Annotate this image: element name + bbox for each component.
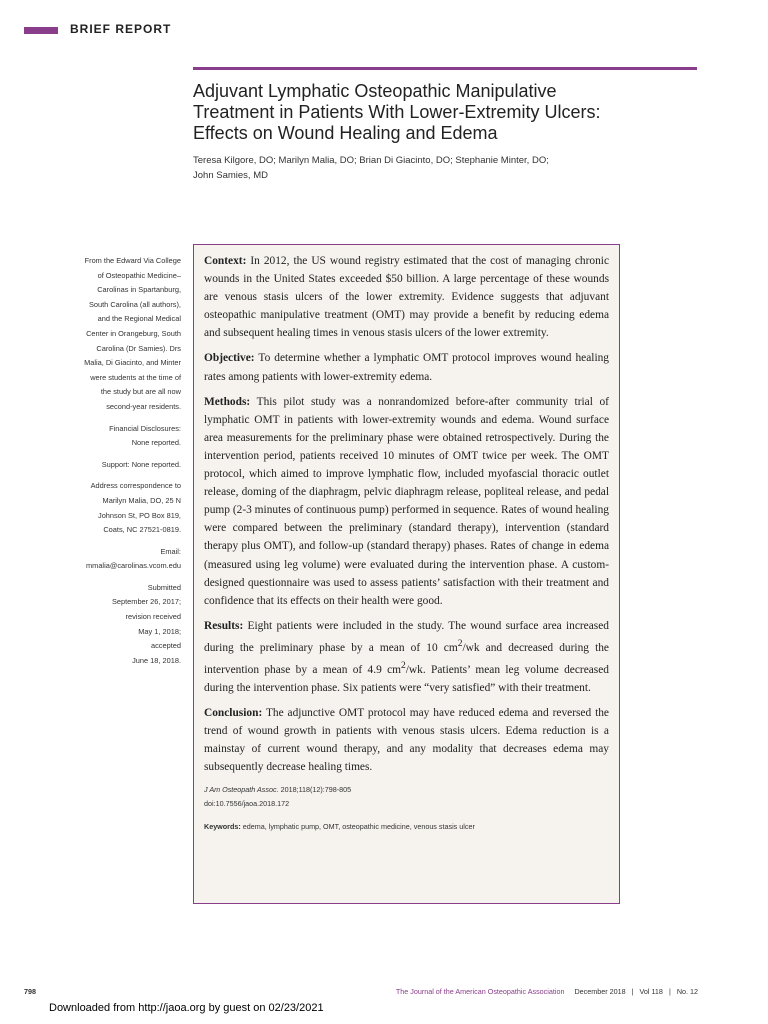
context-text: In 2012, the US wound registry estimated that the cost of managing chronic wounds in the United States exceeded $50 billion. A large percentage of these wounds are venous stasis ulcers of the lower extremity. Evidence suggests that adjuvant osteopathic manipulative treatment (OMT) may provide a benefit by reducing edema and subsequent healing times in venous stasis ulcers of the lower extremity. [204, 255, 609, 340]
affiliation-line: South Carolina (all authors), [88, 299, 181, 309]
affiliation-line: the study but are all now [100, 387, 181, 397]
results-text: Eight patients were included in the study. The wound surface area increased during the preliminary phase by a mean of 10 cm [204, 619, 609, 654]
dates-line: revision received [125, 612, 181, 622]
results-text: /wk. Patients’ mean leg volume decreased during the intervention phase. Six patients were “very satisfied” with their treatment. [204, 663, 609, 694]
title-line: Adjuvant Lymphatic Osteopathic Manipulative [193, 81, 557, 101]
author-list [193, 153, 693, 183]
affiliation-line: Carolinas in Spartanburg, [97, 285, 181, 295]
disclosures-line: Financial Disclosures: [109, 423, 181, 433]
methods-label: Methods: [204, 395, 251, 408]
superscript: 2 [401, 660, 406, 671]
download-notice: Downloaded from http://jaoa.org by guest on 02/23/2021 [49, 1002, 324, 1014]
disclosures-line: None reported. [131, 438, 181, 448]
dates-note [60, 581, 181, 669]
support-line: Support: None reported. [101, 459, 181, 469]
footer-volume: Vol 118 [639, 987, 663, 996]
email-address[interactable]: mmalia@carolinas.vcom.edu [86, 561, 181, 571]
email-label: Email: [160, 546, 181, 556]
affiliation-line: From the Edward Via College [84, 256, 181, 265]
correspondence-line: Address correspondence to [90, 481, 181, 491]
title-line: Effects on Wound Healing and Edema [193, 123, 498, 143]
correspondence-line: Marilyn Malia, DO, 25 N [102, 495, 181, 505]
journal-abbrev: J Am Osteopath Assoc. [204, 785, 279, 795]
footer-separator: | [631, 987, 634, 996]
affiliation-line: and the Regional Medical [97, 314, 181, 324]
affiliation-line: Malia, Di Giacinto, and Minter [84, 358, 181, 368]
title-rule [193, 67, 697, 70]
keywords-label: Keywords: [204, 822, 241, 832]
dates-line: September 26, 2017; [111, 597, 181, 607]
citation-ref: 2018;118(12):798-805 [280, 785, 352, 795]
dates-line: accepted [151, 641, 181, 651]
dates-line: Submitted [147, 582, 181, 592]
footer-separator: | [668, 987, 671, 996]
abstract-methods [204, 393, 609, 610]
dates-line: June 18, 2018. [132, 655, 181, 665]
section-color-bar [24, 27, 58, 34]
affiliation-line: second-year residents. [106, 401, 181, 411]
correspondence-line: Johnson St, PO Box 819, [98, 510, 181, 520]
support-note [60, 458, 181, 473]
disclosures-note [60, 422, 181, 451]
superscript: 2 [457, 638, 463, 649]
abstract-conclusion [204, 704, 609, 776]
abstract-objective [204, 349, 609, 385]
context-label: Context: [204, 255, 247, 267]
keywords-line [204, 820, 609, 834]
correspondence-note [60, 479, 181, 537]
section-label: BRIEF REPORT [70, 22, 172, 36]
affiliation-line: Carolina (Dr Samies). Drs [96, 343, 181, 353]
results-text: /wk and decreased during the intervention phase by a mean of 4.9 cm [204, 641, 609, 676]
abstract-box [193, 244, 620, 904]
footer-journal-info [396, 987, 698, 996]
methods-text: This pilot study was a nonrandomized before-after community trial of lymphatic OMT in patients with lower-extremity wounds and edema. Wound surface area measurements for the preliminary phase were obtained retrospectively. During the intervention period, patients received 10 minutes of OMT twice per week. The OMT protocol, which aimed to improve lymphatic flow, included myofascial thoracic outlet release, doming of the diaphragm, pelvic diaphragm release, popliteal release, and pedal pump (2-3 minutes of continuous pump) performed in sequence. Rates of wound healing were compared between the preliminary (standard therapy), intervention (standard therapy plus OMT), and follow-up (standard therapy) phases. Rates of change in edema (measured using leg volume) were evaluated during the intervention phase. A custom-designed questionnaire was used to assess patients’ satisfaction with their treatment and confidence that its effects on their health were good. [204, 395, 609, 607]
abstract-context [204, 252, 609, 342]
keywords-text: edema, lymphatic pump, OMT, osteopathic medicine, venous stasis ulcer [242, 822, 475, 832]
author-line: John Samies, MD [193, 170, 268, 181]
abstract-results [204, 617, 609, 697]
footer-journal-name: The Journal of the American Osteopathic Association [395, 987, 565, 996]
citation-line [204, 783, 609, 797]
affiliation-line: of Osteopathic Medicine– [97, 270, 181, 280]
objective-text: To determine whether a lymphatic OMT protocol improves wound healing rates among patients with lower-extremity edema. [204, 352, 609, 383]
page-number: 798 [24, 987, 36, 996]
dates-line: May 1, 2018; [138, 626, 181, 636]
sidebar-notes [60, 254, 181, 668]
footer-issue: No. 12 [676, 987, 698, 996]
title-line: Treatment in Patients With Lower-Extremity Ulcers: [193, 102, 601, 122]
doi-line[interactable]: doi:10.7556/jaoa.2018.172 [204, 799, 290, 809]
article-title [193, 81, 703, 144]
affiliation-line: Center in Orangeburg, South [86, 328, 181, 338]
author-line: Teresa Kilgore, DO; Marilyn Malia, DO; Brian Di Giacinto, DO; Stephanie Minter, DO; [193, 155, 549, 166]
correspondence-line: Coats, NC 27521-0819. [103, 525, 181, 535]
conclusion-text: The adjunctive OMT protocol may have reduced edema and reversed the trend of wound growth in patients with venous stasis ulcers. Edema reduction is a mainstay of current wound therapy, and any modality that decreases edema may subsequently decrease healing times. [204, 706, 609, 774]
objective-label: Objective: [204, 352, 255, 365]
conclusion-label: Conclusion: [204, 706, 263, 719]
footer-date: December 2018 [574, 987, 626, 996]
affiliation-note [60, 254, 181, 415]
results-label: Results: [204, 619, 244, 632]
affiliation-line: were students at the time of [90, 372, 181, 382]
email-note [60, 545, 181, 574]
